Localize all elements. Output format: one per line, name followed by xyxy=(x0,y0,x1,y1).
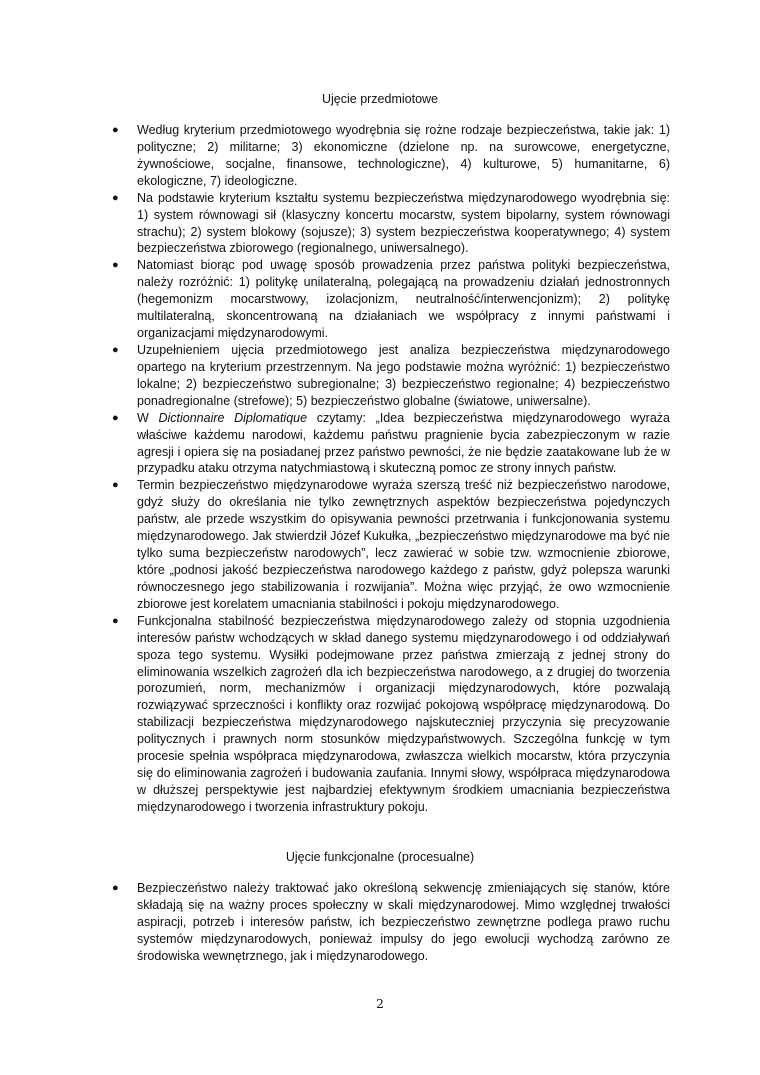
subject-bullet-list xyxy=(110,122,670,816)
section-heading-subject: Ujęcie przedmiotowe xyxy=(321,92,439,106)
bullet-dot-icon: ● xyxy=(112,191,119,204)
list-item xyxy=(110,613,670,816)
quote-prefix: W xyxy=(137,410,159,425)
bullet-dot-icon: ● xyxy=(112,882,119,894)
quote-text: czytamy: „Idea bezpieczeństwa międzynarodowego wyraża właściwe każdemu narodowi, każdemu państwu pragnienie bycia zabezpieczonym w razie agresji i opiera się na posiadanej przez państwo pewności, że nie będzie zaatakowane lub że w przypadku ataku otrzyma natychmiastową i skuteczną pomoc ze strony innych państw. xyxy=(137,410,670,476)
list-item xyxy=(110,477,670,612)
bullet-dot-icon: ● xyxy=(112,343,119,356)
list-item xyxy=(110,410,670,478)
bullet-dot-icon: ● xyxy=(112,479,119,492)
list-item-text: Uzupełnieniem ujęcia przedmiotowego jest analiza bezpieczeństwa międzynarodowego opartego na kryterium przestrzennym. Na jego podstawie można wyróżnić: 1) bezpieczeństwo lokalne; 2) bezpieczeństwo subregionalne; 3) bezpieczeństwo regionalne; 4) bezpieczeństwo ponadregionalne (strefowe); 5) bezpieczeństwo globalne (światowe, uniwersalne). xyxy=(137,342,670,408)
cited-title: Dictionnaire Diplomatique xyxy=(158,410,308,425)
list-item xyxy=(110,342,670,410)
list-item xyxy=(110,880,670,965)
list-item-text: Na podstawie kryterium kształtu systemu bezpieczeństwa międzynarodowego wyodrębnia się: 1) system równowagi sił (klasyczny koncertu mocarstw, system bipolarny, system równowagi strachu); 2) system blokowy (sojusze); 3) system bezpieczeństwa kooperatywnego; 4) system bezpieczeństwa zbiorowego (regionalnego, uniwersalnego). xyxy=(137,190,670,256)
list-item-text: Natomiast biorąc pod uwagę sposób prowadzenia przez państwa polityki bezpieczeństwa, należy rozróżnić: 1) politykę unilateralną, polegającą na prowadzeniu działań jednostronnych (hegemonizm mocarstwowy, izolacjonizm, neutralność/interwencjonizm); 2) politykę multilateralną, skoncentrowaną na działaniach we współpracy z innymi państwami i organizacjami międzynarodowymi. xyxy=(137,258,670,341)
list-item xyxy=(110,257,670,342)
list-item xyxy=(110,122,670,190)
bullet-dot-icon: ● xyxy=(112,259,119,272)
page-number: 2 xyxy=(376,996,384,1011)
list-item-text: Funkcjonalna stabilność bezpieczeństwa międzynarodowego zależy od stopnia uzgodnienia interesów państw wchodzących w skład danego systemu międzynarodowego i od oddziaływań spoza tego systemu. Wysiłki podejmowane przez państwa zmierzają z jednej strony do eliminowania wszelkich zagrożeń dla ich bezpieczeństwa narodowego, a z drugiej do tworzenia porozumień, norm, mechanizmów i organizacji międzynarodowych, które pozwalają rozwiązywać sprzeczności i konflikty oraz rozwijać pokojową współpracę międzynarodową. Do stabilizacji bezpieczeństwa międzynarodowego najskuteczniej przyczynia się precyzowanie politycznych i prawnych norm stosunków międzypaństwowych. Szczególna funkcję w tym procesie spełnia współpraca międzynarodowa, zwłaszcza wielkich mocarstw, która przyczynia się do eliminowania zagrożeń i budowania zaufania. Innymi słowy, współpraca międzynarodowa w dłuższej perspektywie jest najbardziej efektywnym środkiem umacniania bezpieczeństwa międzynarodowego i tworzenia infrastruktury pokoju. xyxy=(137,613,670,814)
bullet-dot-icon: ● xyxy=(112,614,119,627)
functional-bullet-list xyxy=(110,880,670,965)
list-item-text: Termin bezpieczeństwo międzynarodowe wyraża szerszą treść niż bezpieczeństwo narodowe, gdyż służy do określania nie tylko zewnętrznych aspektów bezpieczeństwa pojedynczych państw, ale przede wszystkim do opisywania pewności przetrwania i funkcjonowania systemu międzynarodowego. Jak stwierdził Józef Kukułka, „bezpieczeństwo międzynarodowe ma być nie tylko suma bezpieczeństw narodowych”, lecz zawierać w sobie tzw. wzmocnienie zbiorowe, które „podnosi jakość bezpieczeństwa narodowego każdego z państw, gdyż polepsza warunki równoczesnego jego stabilizowania i rozwijania”. Można więc przyjąć, że owo wzmocnienie zbiorowe jest korelatem umacniania stabilności i pokoju międzynarodowego. xyxy=(137,478,670,611)
list-item-text: Według kryterium przedmiotowego wyodrębnia się rożne rodzaje bezpieczeństwa, takie jak: 1) polityczne; 2) militarne; 3) ekonomiczne (dzielone np. na surowcowe, energetyczne, żywnościowe, socjalne, finansowe, technologiczne), 4) kulturowe, 5) humanitarne, 6) ekologiczne, 7) ideologiczne. xyxy=(137,123,670,188)
list-item xyxy=(110,190,670,258)
list-item-text xyxy=(137,411,670,476)
list-item-text: Bezpieczeństwo należy traktować jako określoną sekwencję zmieniających się stanów, które składają się na ważny proces społeczny w skali międzynarodowej. Mimo względnej trwałości aspiracji, potrzeb i interesów państw, ich bezpieczeństwo zewnętrzne podlega prawo ruchu systemów międzynarodowych, ponieważ impulsy do jego ewolucji wychodzą zarówno ze środowiska wewnętrznego, jak i międzynarodowego. xyxy=(137,881,670,963)
section-heading-functional: Ujęcie funkcjonalne (procesualne) xyxy=(285,850,475,864)
bullet-dot-icon: ● xyxy=(112,124,119,136)
bullet-dot-icon: ● xyxy=(112,411,119,424)
